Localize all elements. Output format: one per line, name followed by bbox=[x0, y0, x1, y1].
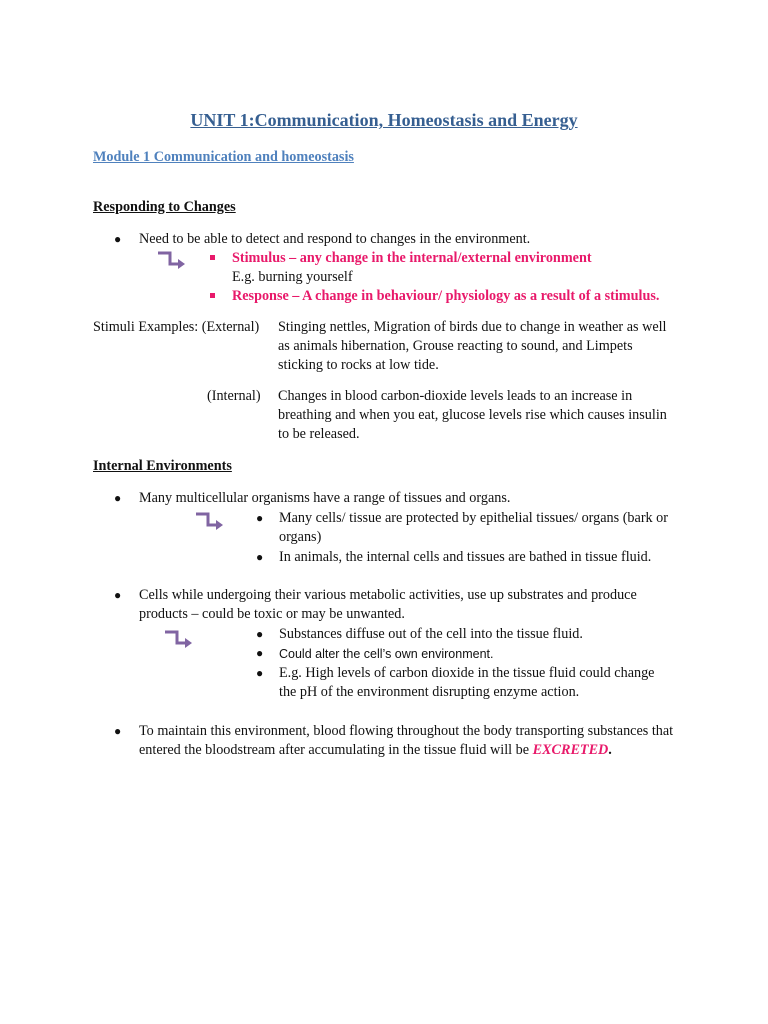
stimuli-internal-line: breathing and when you eat, glucose levels rise which causes insulin bbox=[278, 407, 667, 423]
bullet-icon: ● bbox=[256, 627, 264, 641]
bullet-icon: ● bbox=[256, 511, 264, 525]
bullet-icon: ● bbox=[114, 491, 122, 505]
bullet-icon: ● bbox=[114, 588, 122, 602]
bullet-text-maintain-cont bbox=[139, 741, 612, 760]
square-bullet-icon bbox=[210, 255, 215, 260]
stimuli-external-label: Stimuli Examples: (External) bbox=[93, 319, 260, 335]
sub-bullet-carbon-dioxide-cont: the pH of the environment disrupting enzyme action. bbox=[279, 684, 580, 700]
sub-bullet-carbon-dioxide: E.g. High levels of carbon dioxide in the tissue fluid could change bbox=[279, 665, 655, 681]
stimulus-example: E.g. burning yourself bbox=[232, 269, 353, 285]
sub-bullet-alter-environment: Could alter the cell’s own environment. bbox=[279, 647, 494, 661]
stimulus-definition: Stimulus – any change in the internal/external environment bbox=[232, 250, 592, 266]
stimuli-internal-line: Changes in blood carbon-dioxide levels leads to an increase in bbox=[278, 388, 633, 404]
sub-bullet-epithelial-cont: organs) bbox=[279, 529, 322, 545]
stimuli-external-line: as animals hibernation, Grouse reacting to sound, and Limpets bbox=[278, 338, 633, 354]
elbow-arrow-icon bbox=[163, 629, 193, 649]
stimuli-external-line: sticking to rocks at low tide. bbox=[278, 357, 439, 373]
sub-bullet-epithelial: Many cells/ tissue are protected by epithelial tissues/ organs (bark or bbox=[279, 510, 668, 526]
bullet-text-maintain: To maintain this environment, blood flowing throughout the body transporting substances that bbox=[139, 723, 674, 739]
bullet-icon: ● bbox=[256, 646, 264, 660]
bullet-text-metabolic: Cells while undergoing their various metabolic activities, use up substrates and produce bbox=[139, 587, 637, 603]
section-heading-internal-environments: Internal Environments bbox=[93, 458, 232, 474]
stimuli-internal-label: (Internal) bbox=[207, 388, 261, 404]
bullet-text-multicellular: Many multicellular organisms have a range of tissues and organs. bbox=[139, 490, 511, 506]
sub-bullet-tissue-fluid: In animals, the internal cells and tissues are bathed in tissue fluid. bbox=[279, 549, 652, 565]
elbow-arrow-icon bbox=[156, 250, 186, 270]
excreted-emphasis: EXCRETED bbox=[532, 742, 609, 758]
module-heading: Module 1 Communication and homeostasis bbox=[93, 149, 354, 165]
bullet-icon: ● bbox=[114, 724, 122, 738]
page-title: UNIT 1:Communication, Homeostasis and Energy bbox=[190, 110, 578, 130]
stimuli-external-line: Stinging nettles, Migration of birds due to change in weather as well bbox=[278, 319, 667, 335]
bullet-icon: ● bbox=[256, 550, 264, 564]
maintain-text: entered the bloodstream after accumulating in the tissue fluid will be bbox=[139, 742, 533, 758]
stimuli-internal-line: to be released. bbox=[278, 426, 360, 442]
maintain-period: . bbox=[608, 742, 612, 758]
sub-bullet-diffuse: Substances diffuse out of the cell into the tissue fluid. bbox=[279, 626, 583, 642]
bullet-icon: ● bbox=[256, 666, 264, 680]
bullet-text-metabolic-cont: products – could be toxic or may be unwanted. bbox=[139, 606, 405, 622]
bullet-icon: ● bbox=[114, 232, 122, 246]
elbow-arrow-icon bbox=[194, 511, 224, 531]
square-bullet-icon bbox=[210, 293, 215, 298]
bullet-text-detect: Need to be able to detect and respond to changes in the environment. bbox=[139, 231, 531, 247]
section-heading-responding: Responding to Changes bbox=[93, 199, 236, 215]
response-definition: Response – A change in behaviour/ physiology as a result of a stimulus. bbox=[232, 288, 660, 304]
